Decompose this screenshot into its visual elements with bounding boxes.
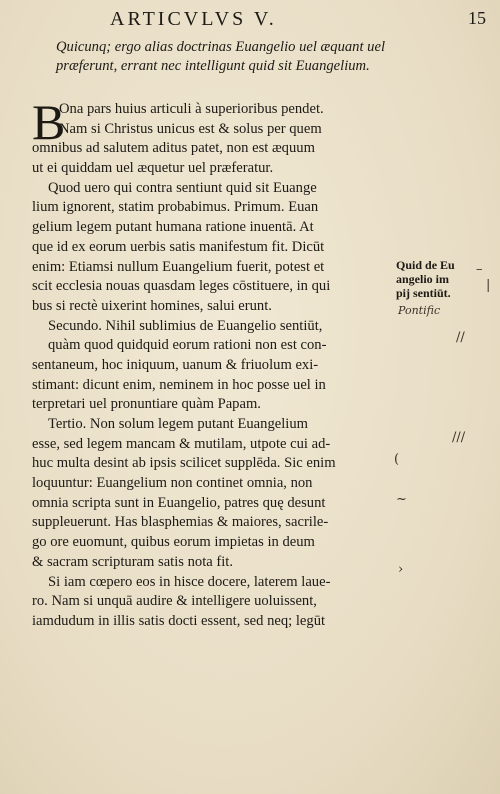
margin-tick-mark: – xyxy=(476,262,483,277)
text-line: gelium legem putant humana ratione inuentā. At xyxy=(32,219,314,236)
margin-note-line: Quid de Eu xyxy=(396,258,455,272)
text-line: & sacram scripturam satis nota fit. xyxy=(32,553,234,570)
page-header xyxy=(30,6,490,32)
text-line: terpretari uel pronuntiare quàm Papam. xyxy=(32,396,261,413)
margin-tick-mark: // xyxy=(456,330,465,345)
margin-tick-mark: ( xyxy=(394,452,400,467)
thesis-line: Quicunq; ergo alias doctrinas Euangelio uel æquant uel xyxy=(56,39,386,55)
text-line: ut ei quiddam uel æquetur uel præferatur. xyxy=(32,160,274,177)
text-line: go ore euomunt, quibus eorum impietas in deum xyxy=(32,534,315,551)
margin-tick-mark: | xyxy=(486,278,491,293)
text-line: Quod uero qui contra sentiunt quid sit Euange xyxy=(48,179,317,196)
text-line: omnibus ad salutem aditus patet, non est æquum xyxy=(32,140,315,157)
text-line: enim: Etiamsi nullum Euangelium fuerit, potest et xyxy=(32,258,325,275)
running-title: ARTICVLVS V. xyxy=(110,8,277,30)
text-line: Secundo. Nihil sublimius de Euangelio sentiūt, xyxy=(48,317,323,334)
margin-note-line: pij sentiūt. xyxy=(396,286,451,300)
text-line: stimant: dicunt enim, neminem in hoc posse uel in xyxy=(32,376,326,393)
text-line: omnia scripta sunt in Euangelio, patres quę desunt xyxy=(32,494,326,511)
text-line: quàm quod quidquid eorum rationi non est con- xyxy=(48,337,327,354)
text-line: Ona pars huius articuli à superioribus pendet. xyxy=(59,101,324,117)
text-line: huc multa desint ab ipsis scilicet supplēda. Sic enim xyxy=(32,455,336,472)
text-line: bus si rectè uixerint homines, salui erunt. xyxy=(32,297,272,314)
text-line: Si iam cœpero eos in hisce docere, laterem laue- xyxy=(48,573,331,590)
text-line: que id ex eorum uerbis satis manifestum fit. Dicūt xyxy=(32,238,325,255)
margin-note-line: angelio im xyxy=(396,272,449,286)
text-line: iamdudum in illis satis docti essent, sed neq; legūt xyxy=(32,612,326,629)
thesis-line: præferunt, errant nec intelligunt quid sit Euangelium. xyxy=(56,58,370,74)
margin-note xyxy=(396,258,468,300)
text-line: suppleuerunt. Has blasphemias & maiores, sacrile- xyxy=(32,514,329,531)
drop-cap-initial: B xyxy=(32,94,66,150)
text-line: loquuntur: Euangelium non continet omnia, non xyxy=(32,475,313,492)
page-number: 15 xyxy=(468,8,486,28)
article-thesis xyxy=(56,38,386,76)
text-line: sentaneum, hoc iniquum, uanum & friuolum exi- xyxy=(32,356,319,373)
body-text xyxy=(32,94,404,632)
text-line: esse, sed legem mancam & mutilam, utpote cui ad- xyxy=(32,435,331,452)
text-line: Nam si Christus unicus est & solus per quem xyxy=(59,120,322,137)
text-line: Tertio. Non solum legem putant Euangelium xyxy=(48,416,308,432)
text-line: scit ecclesia nouas quasdam leges cōstituere, in qui xyxy=(32,278,331,295)
text-line: ro. Nam si unquā audire & intelligere uoluissent, xyxy=(32,593,317,610)
margin-tick-mark: ~ xyxy=(396,492,407,507)
text-line: lium ignorent, statim probabimus. Primum. Euan xyxy=(32,199,319,216)
margin-tick-mark: › xyxy=(398,562,404,577)
margin-tick-mark: /// xyxy=(452,430,466,445)
handwritten-annotation: Pontific xyxy=(398,304,441,317)
